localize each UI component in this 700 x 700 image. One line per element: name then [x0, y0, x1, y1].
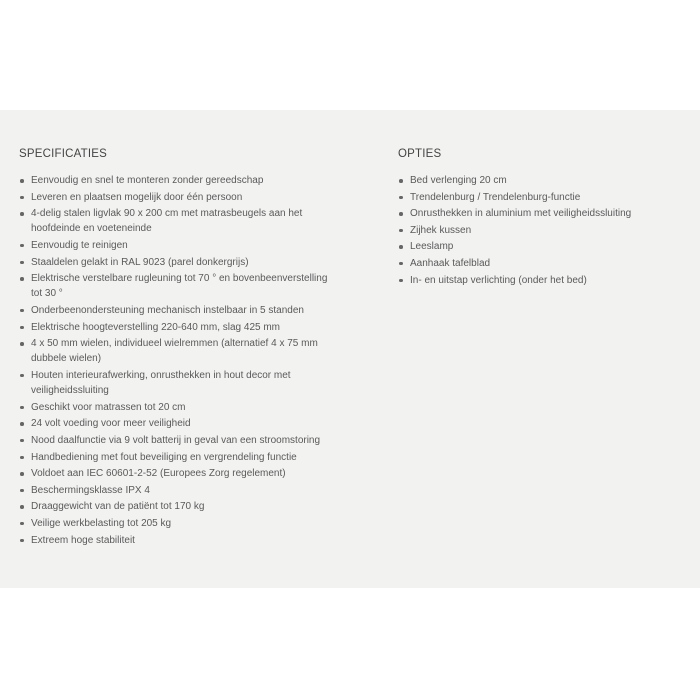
list-item — [398, 256, 678, 271]
list-item-text: 24 volt voeding voor meer veiligheid — [31, 418, 191, 430]
bullet-icon — [20, 212, 24, 216]
bullet-icon — [20, 406, 24, 410]
list-item-text: Staaldelen gelakt in RAL 9023 (parel donkergrijs) — [31, 256, 249, 268]
bullet-icon — [399, 212, 403, 216]
list-item — [19, 499, 329, 514]
list-item-text: Houten interieurafwerking, onrusthekken in hout decor met veiligheidssluiting — [31, 369, 291, 397]
bullet-icon — [399, 179, 403, 183]
list-item — [19, 533, 329, 548]
specificaties-heading: SPECIFICATIES — [19, 148, 108, 160]
opties-heading: OPTIES — [398, 148, 442, 160]
list-item — [19, 206, 329, 236]
list-item-text: Eenvoudig te reinigen — [31, 239, 128, 251]
bullet-icon — [20, 456, 24, 460]
list-item-text: Elektrische verstelbare rugleuning tot 70 ° en bovenbeenverstelling tot 30 ° — [31, 273, 328, 300]
bullet-icon — [20, 309, 24, 313]
list-item-text: Beschermingsklasse IPX 4 — [31, 484, 150, 496]
bullet-icon — [399, 196, 403, 200]
list-item — [398, 273, 678, 288]
list-item — [19, 516, 329, 531]
list-item-text: Extreem hoge stabiliteit — [31, 534, 135, 546]
list-item-text: Onrusthekken in aluminium met veiligheidssluiting — [410, 208, 632, 220]
list-item-text: Nood daalfunctie via 9 volt batterij in geval van een stroomstoring — [31, 434, 321, 446]
list-item — [19, 173, 329, 188]
list-item — [19, 433, 329, 448]
bullet-icon — [399, 229, 403, 233]
bullet-icon — [20, 261, 24, 265]
list-item-text: Bed verlenging 20 cm — [410, 175, 507, 186]
list-item — [398, 190, 678, 205]
bullet-icon — [20, 472, 24, 476]
list-item-text: Elektrische hoogteverstelling 220-640 mm, slag 425 mm — [31, 321, 281, 333]
bullet-icon — [20, 522, 24, 526]
list-item-text: Leeslamp — [410, 241, 454, 253]
bullet-icon — [399, 245, 403, 249]
bullet-icon — [20, 277, 24, 281]
bullet-icon — [20, 342, 24, 346]
list-item — [19, 303, 329, 318]
bullet-icon — [20, 326, 24, 330]
list-item-text: Aanhaak tafelblad — [410, 257, 491, 269]
bullet-icon — [20, 505, 24, 509]
list-item-text: Voldoet aan IEC 60601-2-52 (Europees Zorg regelement) — [31, 468, 286, 480]
list-item — [19, 255, 329, 270]
list-item — [19, 483, 329, 498]
list-item-text: Zijhek kussen — [410, 224, 472, 236]
specificaties-list — [19, 173, 329, 548]
list-item-text: Veilige werkbelasting tot 205 kg — [31, 517, 172, 529]
list-item — [398, 239, 678, 254]
list-item — [19, 336, 329, 366]
bullet-icon — [399, 262, 403, 266]
list-item — [19, 466, 329, 481]
list-item-text: Handbediening met fout beveiliging en vergrendeling functie — [31, 451, 297, 463]
bullet-icon — [20, 374, 24, 378]
list-item-text: Draaggewicht van de patiënt tot 170 kg — [31, 501, 205, 513]
list-item — [19, 400, 329, 415]
list-item — [398, 206, 678, 221]
list-item-text: 4 x 50 mm wielen, individueel wielremmen (alternatief 4 x 75 mm dubbele wielen) — [31, 338, 318, 365]
spec-panel — [0, 110, 700, 588]
bullet-icon — [20, 244, 24, 248]
list-item-text: Geschikt voor matrassen tot 20 cm — [31, 401, 186, 413]
list-item — [19, 368, 329, 398]
bullet-icon — [20, 539, 24, 543]
list-item-text: Eenvoudig en snel te monteren zonder gereedschap — [31, 175, 264, 186]
bullet-icon — [20, 439, 24, 443]
specificaties-column — [19, 148, 329, 549]
opties-list — [398, 173, 678, 288]
list-item — [19, 450, 329, 465]
list-item — [398, 173, 678, 188]
list-item — [19, 271, 329, 301]
list-item-text: Trendelenburg / Trendelenburg-functie — [410, 191, 581, 203]
opties-column — [398, 148, 678, 289]
list-item — [19, 320, 329, 335]
list-item-text: Leveren en plaatsen mogelijk door één persoon — [31, 191, 243, 203]
bullet-icon — [20, 422, 24, 426]
bullet-icon — [399, 279, 403, 283]
bullet-icon — [20, 179, 24, 183]
list-item-text: Onderbeenondersteuning mechanisch instelbaar in 5 standen — [31, 304, 304, 316]
bullet-icon — [20, 196, 24, 200]
bullet-icon — [20, 489, 24, 493]
list-item — [19, 190, 329, 205]
list-item-text: In- en uitstap verlichting (onder het bed) — [410, 274, 587, 286]
list-item-text: 4-delig stalen ligvlak 90 x 200 cm met matrasbeugels aan het hoofdeinde en voeteneinde — [31, 208, 303, 235]
list-item — [19, 416, 329, 431]
list-item — [398, 223, 678, 238]
list-item — [19, 238, 329, 253]
